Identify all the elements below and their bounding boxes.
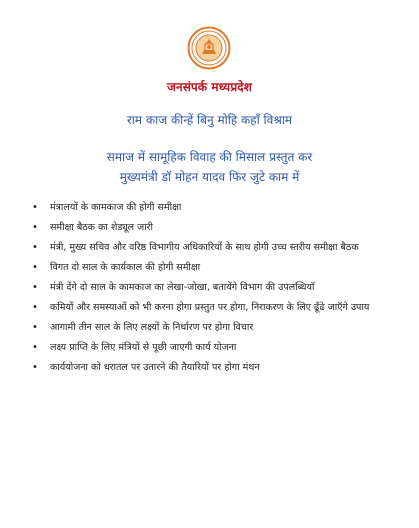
department-title: जनसंपर्क मध्यप्रदेश <box>166 80 253 94</box>
bullet-item: • कार्ययोजना को धरातल पर उतारने की तैयारियों पर होगा मंथन <box>32 358 392 378</box>
bullet-item: • लक्ष्य प्राप्ति के लिए मंत्रियों से पूछी जाएगी कार्य योजना <box>32 338 392 358</box>
bullet-list <box>32 198 392 378</box>
headline-line-1: समाज में सामूहिक विवाह की मिसाल प्रस्तुत कर <box>106 150 313 164</box>
bullet-item: • समीक्षा बैठक का शेड्यूल जारी <box>32 218 392 238</box>
bullet-item: • कमियों और समस्याओं को भी करना होगा प्रस्तुत पर होगा, निराकरण के लिए ढूँढे जाएँगे उपाय <box>32 298 392 318</box>
bullet-item: • विगत दो साल के कार्यकाल की होगी समीक्षा <box>32 258 392 278</box>
bullet-item: • मंत्री देंगे दो साल के कामकाज का लेखा-जोखा, बतायेंगे विभाग की उपलब्धियाँ <box>32 278 392 298</box>
madhya-pradesh-emblem-icon <box>187 26 231 70</box>
bullet-item: • मंत्रालयों के कामकाज की होगी समीक्षा <box>32 198 392 218</box>
bullet-item: • आगामी तीन साल के लिए लक्ष्यों के निर्धारण पर होगा विचार <box>32 318 392 338</box>
ram-quote: राम काज कीन्हें बिनु मोहि कहाँ विश्राम <box>126 113 293 127</box>
bullet-item: • मंत्री, मुख्य सचिव और वरिष्ठ विभागीय अधिकारियों के साथ होगी उच्च स्तरीय समीक्षा बैठक <box>32 238 392 258</box>
headline-line-2: मुख्यमंत्री डॉ मोहन यादव फिर जुटे काम में <box>119 170 300 184</box>
